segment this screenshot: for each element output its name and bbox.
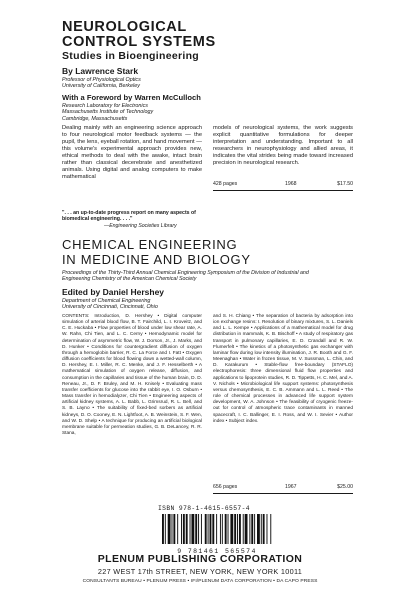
affil-line: University of California, Berkeley [62,83,140,90]
barcode-bar [220,514,221,544]
book2-price: $25.00 [337,484,353,490]
barcode-bar [191,514,194,544]
barcode-bar [216,514,217,544]
publisher-address: 227 WEST 17th STREET, NEW YORK, NEW YORK 10011 [97,567,303,576]
book1-meta [213,181,353,189]
barcode-bar [249,514,250,544]
barcode-bar [270,514,271,544]
barcode-bar [267,514,268,544]
barcode-bar [263,514,265,544]
barcode-bar [198,514,199,544]
book1-description-left: Dealing mainly with an engineering science approach to four neurological motor feedback systems — the pupil, the lens, eyeball rotation, and hand movement — this volume's experimental approach provides new, ethical methods to deal with the awake, intact brain rather than classical decerebrate and anesthetized animals. Using digital and analog computers to make mathematical [62,125,202,180]
barcode-digits: 9 781461 565574 [177,548,257,555]
quote-line: biomedical engineering. . . ." [62,216,133,223]
book2-year: 1967 [285,484,297,490]
book1-price: $17.50 [337,181,353,187]
barcode-bar [230,514,233,544]
book1-title-line2: CONTROL SYSTEMS [62,34,216,50]
barcode-bar [177,514,178,544]
barcode-bar [205,514,207,544]
book1-author-affiliation [62,77,342,90]
barcode-bar [245,514,248,544]
quote-source: —Engineering Societies Library [104,222,177,229]
book1-meta-rule [213,190,353,191]
barcode-bars [160,514,274,544]
barcode-bar [183,514,185,544]
barcode-bar [195,514,197,544]
affil-line: Research Laboratory for Electronics [62,103,148,109]
affil-line: Professor of Physiological Optics [62,77,141,83]
book1-subtitle: Studies in Bioengineering [62,50,200,62]
barcode-bar [239,514,241,544]
book2-editor: Edited by Daniel Hershey [62,287,165,297]
barcode-bar [181,514,182,544]
book1-author: By Lawrence Stark [62,66,139,76]
barcode-bar [165,514,166,544]
book2-title [62,238,362,267]
barcode-bar [208,514,209,544]
barcode-bar [257,514,260,544]
barcode-bar [225,514,227,544]
book2-meta [213,484,353,492]
barcode-bar [243,514,244,544]
book2-meta-rule [213,493,353,494]
quote-line: ". . . an up-to-date progress report on many aspects of [62,210,196,216]
barcode-bar [237,514,238,544]
proceedings-line: Proceedings of the Thirty-Third Annual Chemical Engineering Symposium of the Division of Industrial and [62,270,309,276]
affil-line: Department of Chemical Engineering [62,298,151,304]
publisher-name: PLENUM PUBLISHING CORPORATION [97,553,303,565]
book2-contents-right: and S. H. Chiang • The separation of bacteria by adsorption into ion exchange resins: I. Resolution of binary mixtures, S. L. Daniels and L. L. Kempe • Applications of a mathematical model for drug distribution in mammals, K. B. Bischoff • A study of respiratory gas transport in pulmonary capillaries, E. D. Crandall and R. W. Flumerfelt • The kinetics of a photosynthetic gas exchanger with laminar flow during low intensity illumination, J. R. Booth and G. F. Meenaghan • Water in frozen tissue, M. V. Sussman, L. Chin, and D. Karakurum • Stable-flow free-boundary (STAFLO) electrophoresis: three dimensional fluid flow properties and applications to lipoprotein studies, R. D. Tippetts, H. C. Mel, and A. V. Nichols • Microbiological life support systems: photosynthesis versus chemosynthesis, E. C. B. Ammann and L. L. Reed • The role of chemical processes in advanced life support system development, W. A. Johnson • The feasibility of cryogenic freeze-out for control of atmospheric trace contaminants in manned spacecraft, I. C. Ballinger, E. I. Ross, and W. I. Sevier • Author index • Subject index. [213,314,353,424]
barcode-bar [212,514,214,544]
isbn-label: ISBN 978-1-4615-6557-4 [158,505,250,512]
book2-contents-left: CONTENTS: Introduction, D. Hershey • Digital computer simulation of arterial blood flow, B. T. Fairchild, L. I. Kroveitz, and C. E. Huckaba • Flow properties of blood under low shear rate, A. W. Rahn, Chi Tien, and L. C. Cerny • Hemodynamic model for determination of asymmetric flow, W. J. Dorson, Jr., J. Marks, and D. Hunker • Conditions for countergradient diffusion of oxygen through a hemoglobin barrier, R. C. La Force and I. Fatt • Oxygen diffusion coefficients for blood flowing down a wetted-wall column, D. Hershey, E. I. Miller, R. C. Menke, and J. F. Hesselberth • A mathematical simulation of oxygen release, diffusion, and consumption in the capillaries and tissue of the human brain, D. D. Reneau, Jr., D. F. Bruley, and M. H. Knisely • Evaluating mass transfer coefficients for glucose into the rabbit eye, I. O. Osburn • Mass transfer in hemodialyzer, Chi Tien • Engineering aspects of artificial kidney systems, A. L. Babb, L. Grimsrud, R. L. Bell, and S. B. Layno • The suitability of fixed-bed sorbers as artificial kidneys, D. O. Cooney, E. N. Lightfoot, A. B. Weinstein, S. F. Wen, and W. D. Shelp • A technique for producing an artificial biological membrane suitable for permeation studies, G. B. DeLancey, R. R. Stana, [62,314,202,436]
barcode-bar [210,514,212,544]
book1-title [62,20,352,50]
book1-foreword: With a Foreword by Warren McCulloch [62,93,201,102]
book1-pages: 428 pages [213,181,238,187]
book1-title-line1: NEUROLOGICAL [62,19,187,35]
book1-foreword-affiliation [62,103,342,122]
barcode-bar [168,514,171,544]
barcode-bar [172,514,173,544]
affil-line: University of Cincinnati, Cincinnati, Ohio [62,304,158,311]
barcode-bar [254,514,255,544]
barcode-bar [173,514,175,544]
book2-proceedings [62,270,362,283]
barcode-bar [228,514,229,544]
affil-line: Massachusetts Institute of Technology [62,109,154,116]
barcode-bar [261,514,262,544]
barcode-bar [190,514,191,544]
publisher-imprints: CONSULTANTS BUREAU • PLENUM PRESS • IFI/PLENUM DATA CORPORATION • DA CAPO PRESS [82,579,318,584]
book1-review-quote [62,210,222,229]
book1-description-right: models of neurological systems, the work suggests explicit quantitative formulations for deeper interpretation and understanding. Important to all researchers in neurophysiology and allied areas, it indicates the vital strides being made toward increased precision in neurological research. [213,125,353,166]
book2-editor-affiliation [62,298,342,311]
proceedings-line: Engineering Chemistry of the American Chemical Society [62,276,197,283]
book2-title-line2: IN MEDICINE AND BIOLOGY [62,251,251,267]
barcode-bar [201,514,202,544]
book1-year: 1968 [285,181,297,187]
barcode [160,514,274,555]
barcode-bar [162,514,164,544]
book2-title-line1: CHEMICAL ENGINEERING [62,237,238,252]
affil-line: Cambridge, Massachusetts [62,115,128,122]
barcode-bar [251,514,253,544]
barcode-bar [234,514,236,544]
book2-pages: 656 pages [213,484,238,490]
barcode-bar [186,514,188,544]
barcode-bar [222,514,223,544]
